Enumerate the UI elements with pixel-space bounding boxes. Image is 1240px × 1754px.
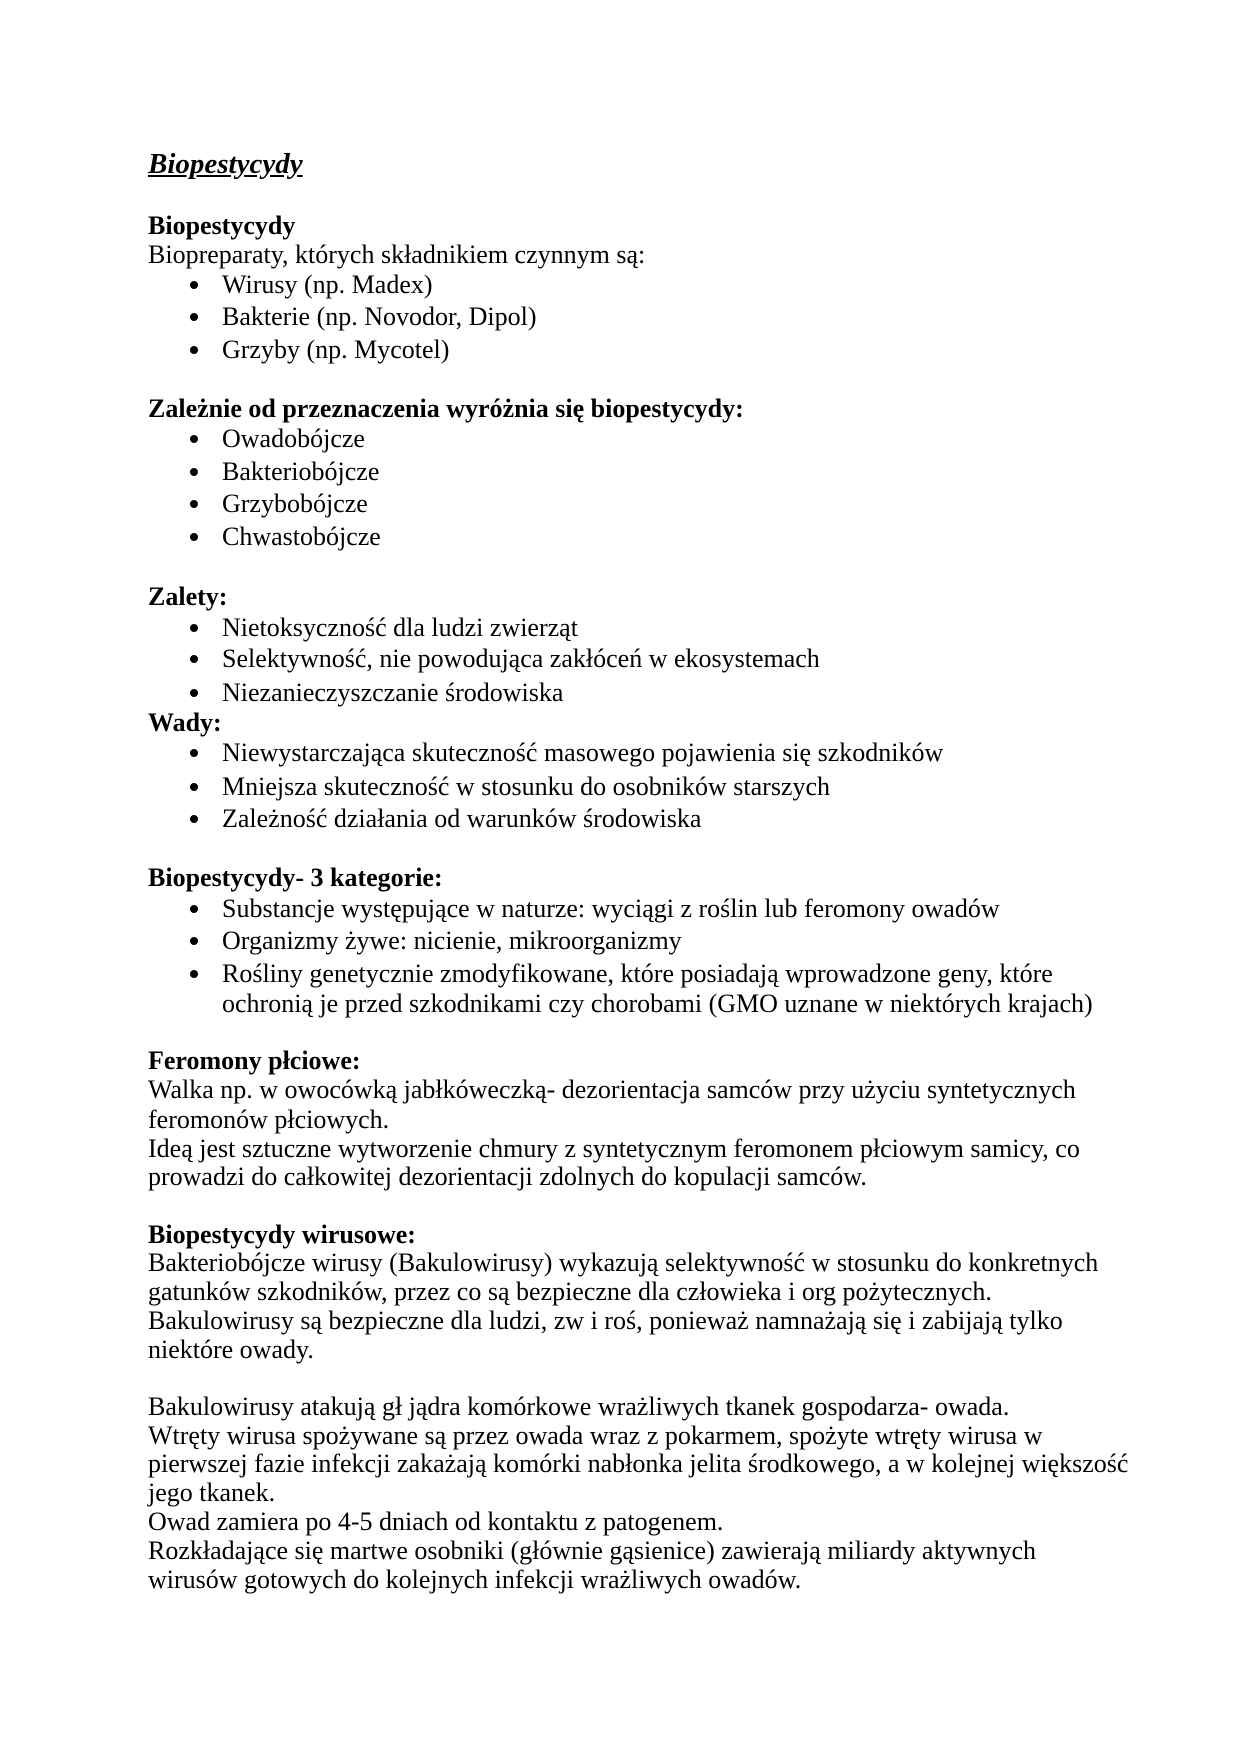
bullet-icon xyxy=(190,937,198,945)
list-item xyxy=(222,958,1053,990)
list-item xyxy=(222,771,830,803)
section-heading: Zalety: xyxy=(148,582,228,611)
section-heading: Biopestycydy xyxy=(148,211,296,240)
list-item xyxy=(222,893,1000,925)
bullet-icon xyxy=(190,783,198,791)
list-item xyxy=(222,301,537,333)
bullet-icon xyxy=(190,749,198,757)
paragraph-line: gatunków szkodników, przez co są bezpieczne dla człowieka i org pożytecznych. xyxy=(148,1277,992,1306)
bullet-icon xyxy=(190,313,198,321)
list-item xyxy=(222,925,682,957)
paragraph-line: jego tkanek. xyxy=(148,1478,276,1507)
bullet-icon xyxy=(190,970,198,978)
bullet-icon xyxy=(190,655,198,663)
bullet-icon xyxy=(190,346,198,354)
paragraph-line: Wtręty wirusa spożywane są przez owada wraz z pokarmem, spożyte wtręty wirusa w xyxy=(148,1421,1043,1450)
list-item xyxy=(222,334,449,366)
list-item-text: Grzyby (np. Mycotel) xyxy=(222,335,450,364)
paragraph-line: pierwszej fazie infekcji zakażają komórki nabłonka jelita środkowego, a w kolejnej większość xyxy=(148,1449,1129,1478)
list-item-text: Wirusy (np. Madex) xyxy=(222,270,433,299)
list-item xyxy=(222,423,365,455)
list-item-text: Bakterie (np. Novodor, Dipol) xyxy=(222,302,537,331)
list-item xyxy=(222,521,381,553)
list-item-text: Organizmy żywe: nicienie, mikroorganizmy xyxy=(222,926,682,955)
bullet-icon xyxy=(190,624,198,632)
list-item-text: Niezanieczyszczanie środowiska xyxy=(222,678,564,707)
list-item xyxy=(222,488,368,520)
bullet-icon xyxy=(190,281,198,289)
list-item-text: Grzybobójcze xyxy=(222,489,368,518)
paragraph-line: niektóre owady. xyxy=(148,1335,314,1364)
section-heading: Feromony płciowe: xyxy=(148,1046,361,1075)
list-item xyxy=(222,803,701,835)
bullet-icon xyxy=(190,689,198,697)
list-item-text: Rośliny genetycznie zmodyfikowane, które posiadają wprowadzone geny, które xyxy=(222,959,1053,988)
list-item xyxy=(222,737,943,769)
list-item-continuation: ochronią je przed szkodnikami czy chorobami (GMO uznane w niektórych krajach) xyxy=(222,989,1093,1018)
paragraph-line: Rozkładające się martwe osobniki (głównie gąsienice) zawierają miliardy aktywnych xyxy=(148,1536,1036,1565)
list-item-text: Owadobójcze xyxy=(222,424,365,453)
list-item-text: Mniejsza skuteczność w stosunku do osobników starszych xyxy=(222,772,831,801)
paragraph-line: Bakteriobójcze wirusy (Bakulowirusy) wykazują selektywność w stosunku do konkretnych xyxy=(148,1248,1099,1277)
bullet-icon xyxy=(190,815,198,823)
list-item-text: Selektywność, nie powodująca zakłóceń w ekosystemach xyxy=(222,644,820,673)
bullet-icon xyxy=(190,468,198,476)
list-item-text: Nietoksyczność dla ludzi zwierząt xyxy=(222,613,578,642)
list-item xyxy=(222,643,820,675)
list-item-text: Bakteriobójcze xyxy=(222,457,380,486)
list-item-text: Chwastobójcze xyxy=(222,522,381,551)
paragraph-line: prowadzi do całkowitej dezorientacji zdolnych do kopulacji samców. xyxy=(148,1162,867,1191)
list-item-text: Zależność działania od warunków środowiska xyxy=(222,804,702,833)
paragraph-line: Ideą jest sztuczne wytworzenie chmury z syntetycznym feromonem płciowym samicy, co xyxy=(148,1134,1080,1163)
list-item-text: Substancje występujące w naturze: wyciągi z roślin lub feromony owadów xyxy=(222,894,1000,923)
paragraph-line: Bakulowirusy atakują gł jądra komórkowe wrażliwych tkanek gospodarza- owada. xyxy=(148,1392,1010,1421)
paragraph-line: Walka np. w owocówką jabłkóweczką- dezorientacja samców przy użyciu syntetycznych xyxy=(148,1075,1076,1104)
list-item xyxy=(222,456,379,488)
section-heading: Zależnie od przeznaczenia wyróżnia się biopestycydy: xyxy=(148,394,744,423)
bullet-icon xyxy=(190,533,198,541)
section-heading: Biopestycydy- 3 kategorie: xyxy=(148,863,443,892)
document-title: Biopestycydy xyxy=(148,148,303,180)
section-heading: Biopestycydy wirusowe: xyxy=(148,1220,416,1249)
list-item xyxy=(222,612,578,644)
paragraph: Biopreparaty, których składnikiem czynnym są: xyxy=(148,240,646,269)
paragraph-line: Bakulowirusy są bezpieczne dla ludzi, zw i roś, ponieważ namnażają się i zabijają tylko xyxy=(148,1306,1063,1335)
paragraph-line: Owad zamiera po 4-5 dniach od kontaktu z patogenem. xyxy=(148,1507,724,1536)
paragraph-line: wirusów gotowych do kolejnych infekcji wrażliwych owadów. xyxy=(148,1565,802,1594)
bullet-icon xyxy=(190,435,198,443)
bullet-icon xyxy=(190,905,198,913)
list-item-text: Niewystarczająca skuteczność masowego pojawienia się szkodników xyxy=(222,738,944,767)
bullet-icon xyxy=(190,500,198,508)
list-item xyxy=(222,677,563,709)
section-heading: Wady: xyxy=(148,708,222,737)
paragraph-line: feromonów płciowych. xyxy=(148,1105,390,1134)
list-item xyxy=(222,269,433,301)
